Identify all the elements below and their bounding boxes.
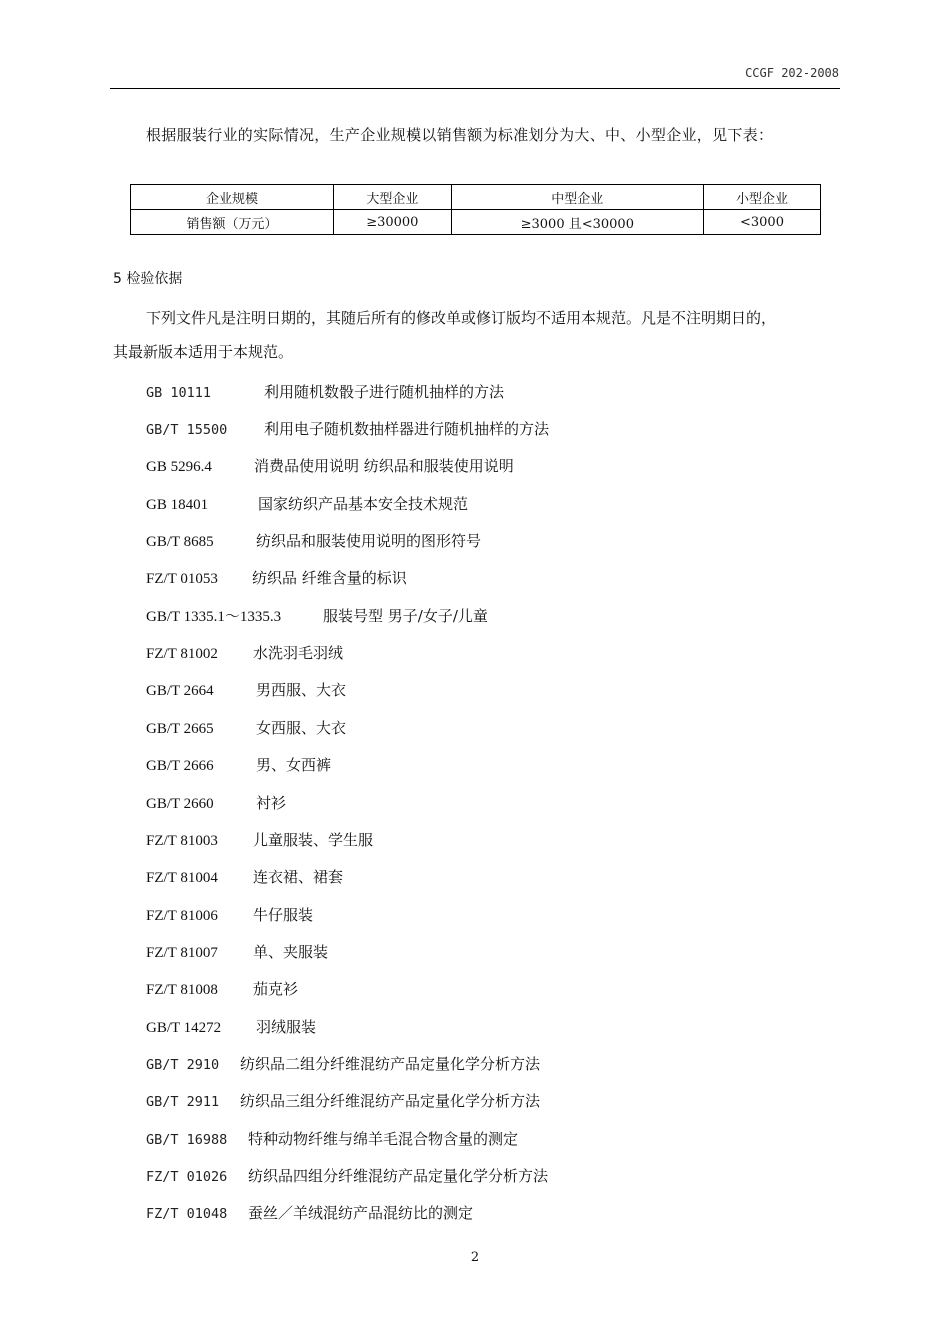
reference-title: 蚕丝／羊绒混纺产品混纺比的测定 <box>248 1204 474 1222</box>
reference-title: 单、夹服装 <box>253 943 329 961</box>
reference-item <box>146 829 373 851</box>
reference-item <box>146 567 407 589</box>
table-header-cell: 小型企业 <box>703 185 820 210</box>
reference-item <box>146 642 343 664</box>
reference-item <box>146 530 481 552</box>
reference-title: 水洗羽毛羽绒 <box>253 644 344 662</box>
reference-title: 羽绒服装 <box>256 1018 317 1036</box>
reference-title: 茄克衫 <box>253 980 299 998</box>
reference-item <box>146 418 549 440</box>
reference-code: GB/T 15500 <box>146 422 228 438</box>
header-rule <box>110 88 840 89</box>
paragraph-line: 下列文件凡是注明日期的，其随后所有的修改单或修订版均不适用本规范。凡是不注明期日的， <box>146 309 777 327</box>
reference-title: 纺织品四组分纤维混纺产品定量化学分析方法 <box>248 1167 549 1185</box>
reference-code: GB/T 2665 <box>146 721 214 737</box>
reference-item <box>146 904 313 926</box>
table-header-row <box>131 185 821 210</box>
reference-code: GB/T 8685 <box>146 534 214 550</box>
reference-item <box>146 717 346 739</box>
section-paragraph <box>113 301 840 369</box>
reference-title: 男、女西裤 <box>256 756 332 774</box>
reference-item <box>146 1165 548 1187</box>
reference-title: 连衣裙、裙套 <box>253 868 344 886</box>
table-header-cell: 企业规模 <box>131 185 334 210</box>
table-cell: 销售额（万元） <box>131 210 334 235</box>
reference-code: FZ/T 81002 <box>146 646 218 662</box>
reference-code: GB/T 2660 <box>146 796 214 812</box>
table-header-cell: 大型企业 <box>334 185 452 210</box>
reference-item <box>146 1090 540 1112</box>
reference-code: FZ/T 81008 <box>146 982 218 998</box>
paragraph-line: 其最新版本适用于本规范。 <box>113 343 294 361</box>
reference-code: GB/T 14272 <box>146 1020 222 1036</box>
reference-code: FZ/T 81003 <box>146 833 218 849</box>
reference-title: 纺织品二组分纤维混纺产品定量化学分析方法 <box>240 1055 541 1073</box>
reference-title: 国家纺织产品基本安全技术规范 <box>258 495 469 513</box>
reference-item <box>146 866 343 888</box>
reference-code: FZ/T 01053 <box>146 571 218 587</box>
reference-code: GB 10111 <box>146 385 212 401</box>
document-code: CCGF 202-2008 <box>745 66 839 80</box>
page-number: 2 <box>470 1250 480 1265</box>
reference-item <box>146 754 331 776</box>
reference-item <box>146 1053 540 1075</box>
reference-item <box>146 679 346 701</box>
reference-item <box>146 1128 518 1150</box>
reference-code: FZ/T 01026 <box>146 1169 228 1185</box>
reference-title: 儿童服装、学生服 <box>253 831 374 849</box>
reference-title: 消费品使用说明 纺织品和服装使用说明 <box>254 457 514 475</box>
reference-item <box>146 1016 316 1038</box>
reference-code: GB/T 2911 <box>146 1094 220 1110</box>
reference-code: GB/T 2666 <box>146 758 214 774</box>
reference-title: 女西服、大衣 <box>256 719 347 737</box>
table-cell: ≥3000 且<30000 <box>451 210 703 235</box>
reference-item <box>146 941 328 963</box>
enterprise-scale-table <box>130 184 821 235</box>
table-header-cell: 中型企业 <box>451 185 703 210</box>
reference-title: 衬衫 <box>256 794 287 812</box>
reference-title: 纺织品三组分纤维混纺产品定量化学分析方法 <box>240 1092 541 1110</box>
reference-item <box>146 1202 473 1224</box>
reference-code: GB/T 1335.1～1335.3 <box>146 609 282 625</box>
reference-code: GB/T 2664 <box>146 683 214 699</box>
reference-code: FZ/T 81004 <box>146 870 218 886</box>
reference-title: 纺织品和服装使用说明的图形符号 <box>256 532 482 550</box>
reference-item <box>146 978 298 1000</box>
reference-code: FZ/T 81006 <box>146 908 218 924</box>
reference-title: 男西服、大衣 <box>256 681 347 699</box>
reference-code: FZ/T 81007 <box>146 945 218 961</box>
reference-title: 纺织品 纤维含量的标识 <box>252 569 407 587</box>
reference-item <box>146 455 514 477</box>
table-cell: ≥30000 <box>334 210 452 235</box>
reference-title: 利用随机数骰子进行随机抽样的方法 <box>264 383 505 401</box>
reference-code: GB/T 16988 <box>146 1132 228 1148</box>
reference-code: GB 5296.4 <box>146 459 212 475</box>
reference-title: 服装号型 男子/女子/儿童 <box>323 607 488 625</box>
reference-title: 牛仔服装 <box>253 906 314 924</box>
reference-code: FZ/T 01048 <box>146 1206 228 1222</box>
table-row <box>131 210 821 235</box>
reference-item <box>146 605 488 627</box>
reference-code: GB/T 2910 <box>146 1057 220 1073</box>
table-cell: <3000 <box>703 210 820 235</box>
reference-item <box>146 493 468 515</box>
intro-paragraph: 根据服装行业的实际情况，生产企业规模以销售额为标准划分为大、中、小型企业，见下表： <box>146 126 774 144</box>
section-title: 5 检验依据 <box>113 271 183 287</box>
reference-code: GB 18401 <box>146 497 209 513</box>
reference-item <box>146 381 504 403</box>
reference-item <box>146 792 286 814</box>
reference-title: 利用电子随机数抽样器进行随机抽样的方法 <box>264 420 550 438</box>
reference-title: 特种动物纤维与绵羊毛混合物含量的测定 <box>248 1130 519 1148</box>
